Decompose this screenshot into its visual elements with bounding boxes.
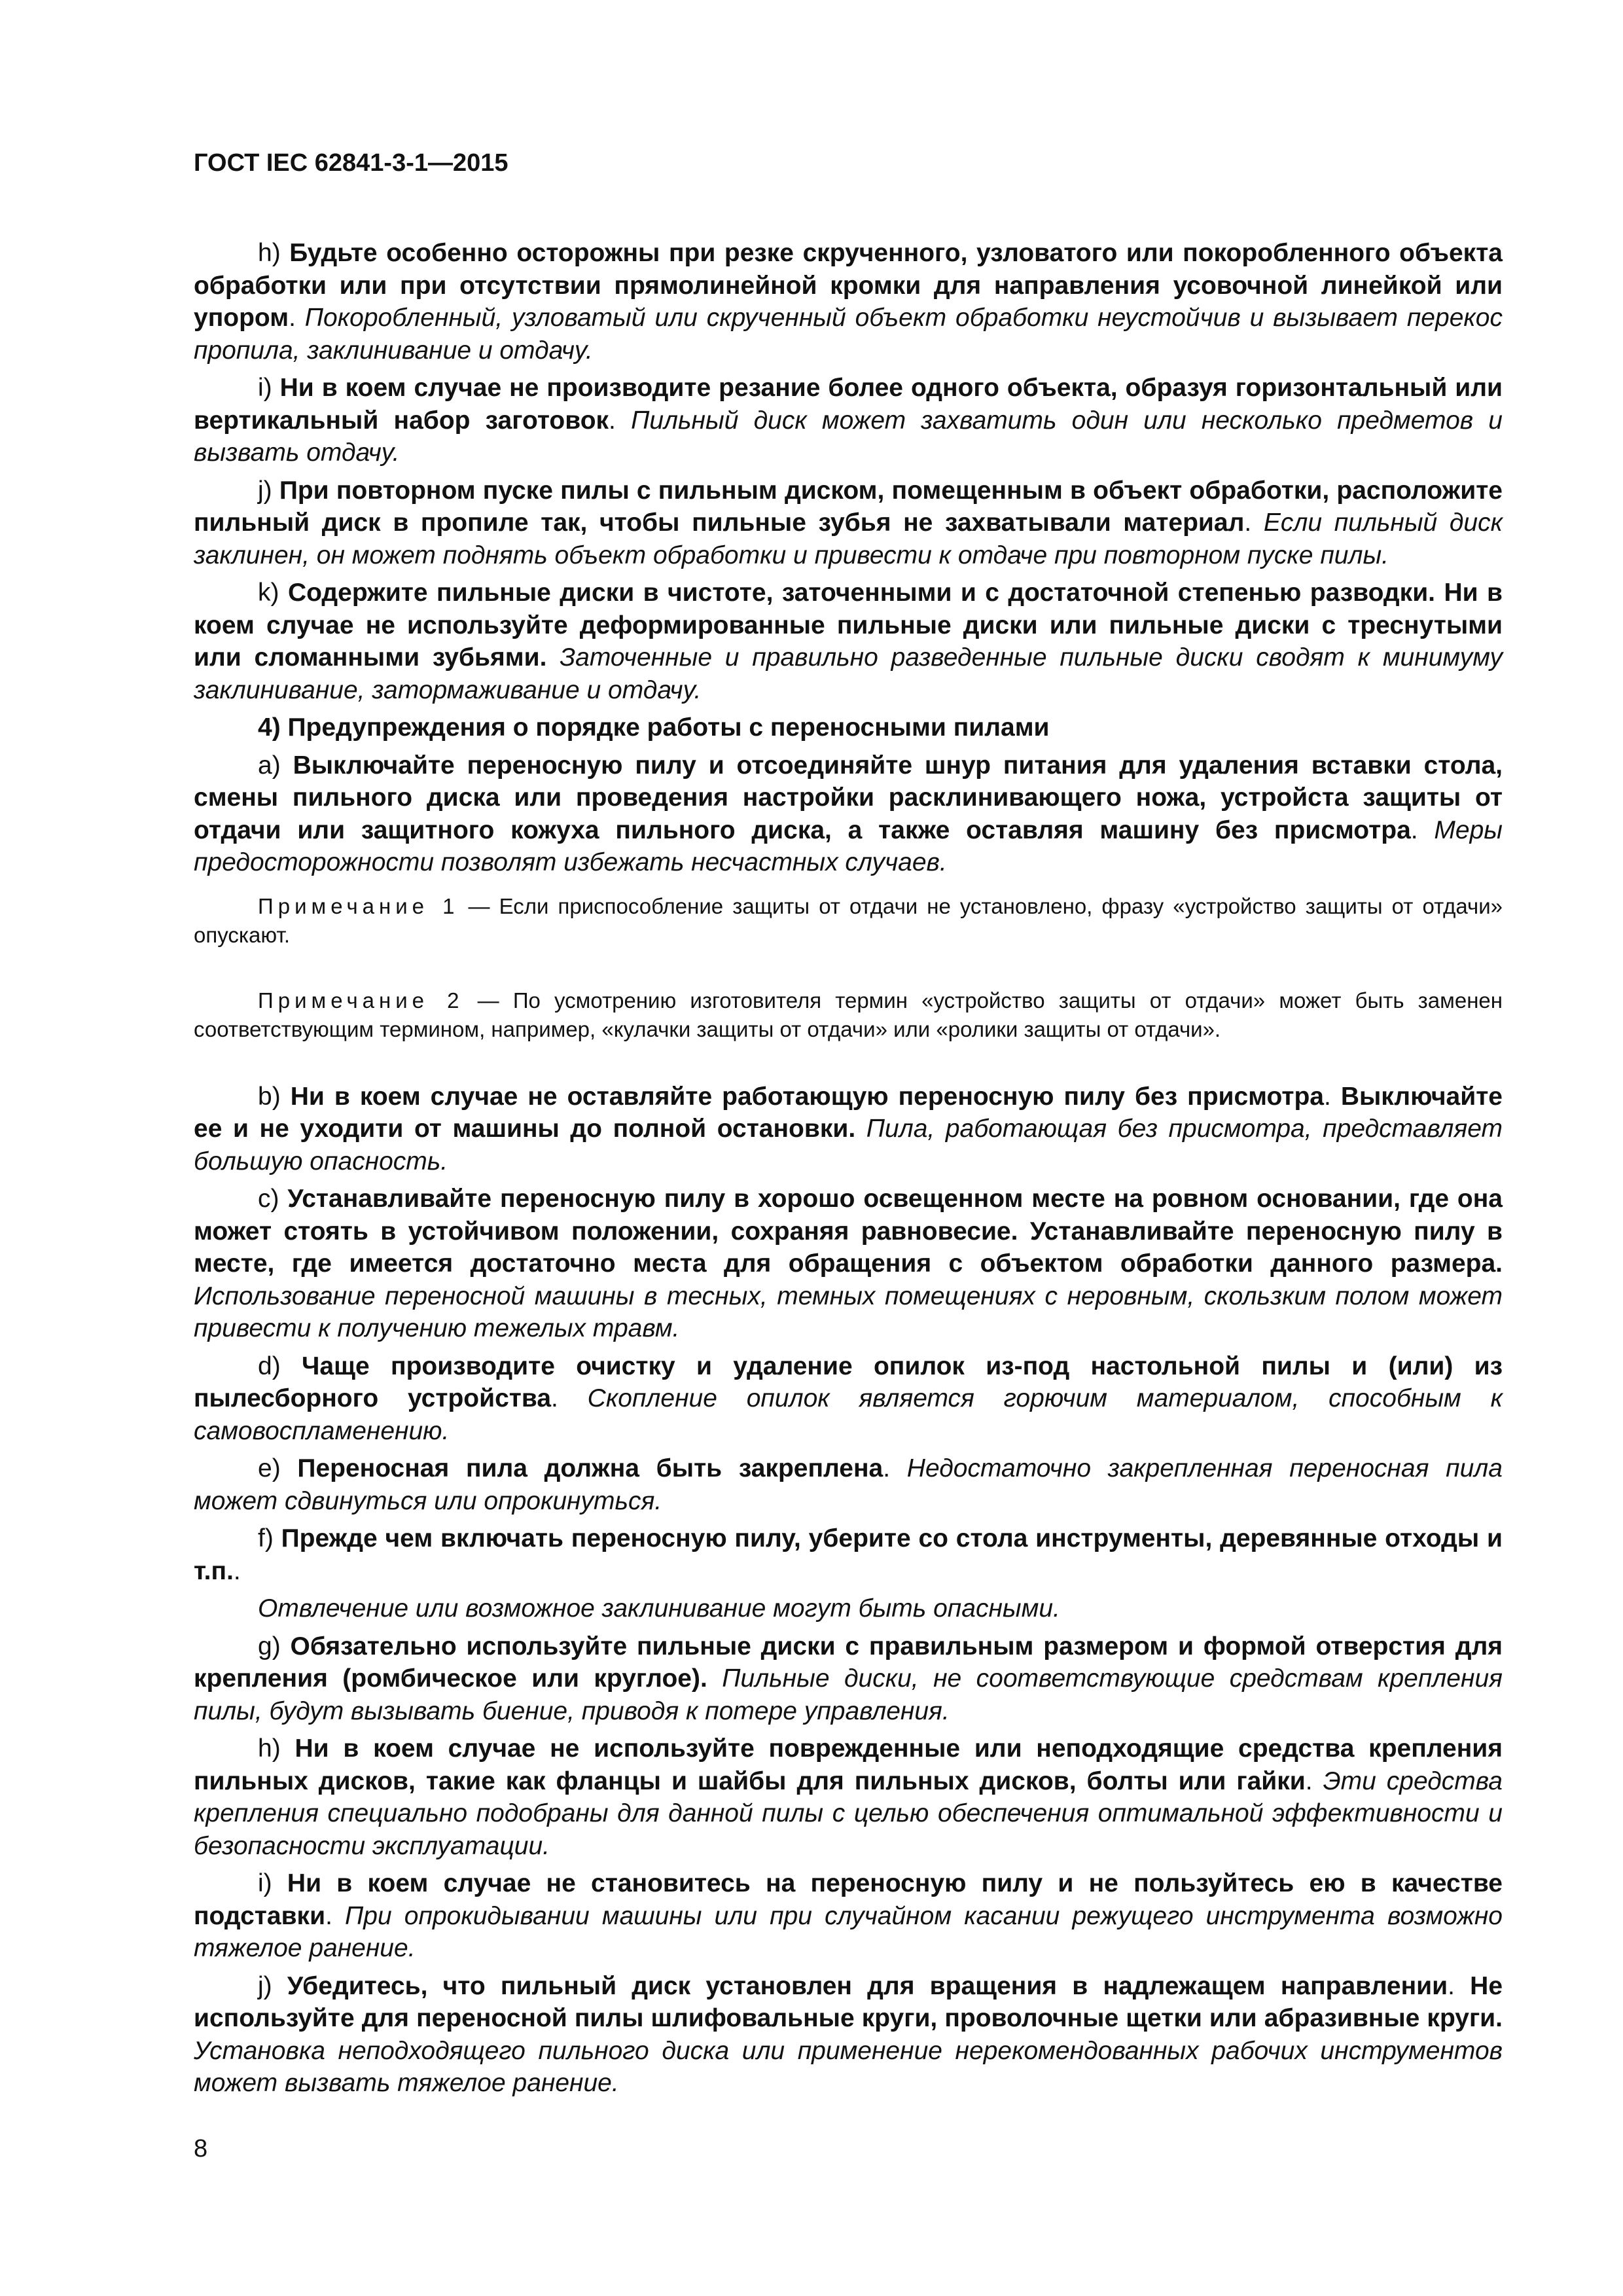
note-2 — [194, 986, 1503, 1044]
paragraph-f-followup — [194, 1592, 1503, 1625]
item-marker: b) — [258, 1082, 281, 1111]
item-marker: i) — [258, 374, 272, 402]
bold-instruction: Переносная пила должна быть закреплена — [297, 1454, 883, 1482]
paragraph-item: h) Будьте особенно осторожны при резке скрученного, узловатого или покоробленного объекта обработки или при отсутствии прямолинейной кромки для направления усовочной линейкой или упором. Покоробленный, узловатый или скрученный объект обработки неустойчив и вызывает перекос пропила, заклинивание и отдачу. — [194, 239, 1503, 365]
paragraph-item: j) При повторном пуске пилы с пильным диском, помещенным в объект обработки, расположите пильный диск в пропиле так, чтобы пильные зубья не захватывали материал. Если пильный диск заклинен, он может поднять объект обработки и привести к отдаче при повторном пуске пилы. — [194, 476, 1503, 569]
item-marker: h) — [258, 1734, 281, 1763]
italic-explanation: Отвлечение или возможное заклинивание могут быть опасными. — [258, 1594, 1060, 1623]
italic-explanation: При опрокидывании машины или при случайном касании режущего инструмента возможно тяжелое ранение. — [194, 1901, 1503, 1962]
bold-instruction: Прежде чем включать переносную пилу, уберите со стола инструменты, деревянные отходы и т.п. — [194, 1524, 1503, 1585]
italic-explanation: Скопление опилок является горючим материалом, способным к самовоспламенению. — [194, 1384, 1503, 1445]
item-marker: f) — [258, 1524, 274, 1552]
note-text: — Если приспособление защиты от отдачи не установлено, фразу «устройство защиты от отдачи» опускают. — [194, 893, 1503, 947]
italic-explanation: Если пильный диск заклинен, он может поднять объект обработки и привести к отдаче при повторном пуске пилы. — [194, 509, 1503, 569]
paragraph-item: i) Ни в коем случае не производите резание более одного объекта, образуя горизонтальный или вертикальный набор заготовок. Пильный диск может захватить один или несколько предметов и вызвать отдачу. — [194, 374, 1503, 467]
bold-instruction: Убедитесь, что пильный диск установлен для вращения в надлежащем направлении — [287, 1971, 1448, 2000]
italic-explanation: Пильный диск может захватить один или несколько предметов и вызвать отдачу. — [194, 406, 1503, 467]
paragraph-item — [194, 1630, 1503, 1728]
item-marker: j) — [258, 476, 272, 505]
item-marker: e) — [258, 1454, 281, 1482]
italic-explanation: Эти средства крепления специально подобраны для данной пилы с целью обеспечения оптимальной эффективности и безопасности эксплуатации. — [194, 1767, 1503, 1860]
page-number: 8 — [194, 2135, 208, 2162]
bold-instruction: Содержите пильные диски в чистоте, заточенными и с достаточной степенью разводки. Ни в коем случае не используйте деформированные пильные диски или пильные диски с треснутыми или сломанными зубьями. — [194, 579, 1503, 672]
paragraph-item: f) Прежде чем включать переносную пилу, уберите со стола инструменты, деревянные отходы и т.п.. — [194, 1524, 1503, 1585]
bold-instruction: Выключайте переносную пилу и отсоединяйте шнур питания для удаления вставки стола, смены пильного диска или проведения настройки расклинивающего ножа, устройста защиты от отдачи или защитного кожуха пильного диска, а также оставляя машину без присмотра — [194, 751, 1503, 844]
note-1 — [194, 892, 1503, 950]
italic-explanation: Установка неподходящего пильного диска или применение нерекомендованных рабочих инструментов может вызвать тяжелое ранение. — [194, 2036, 1503, 2097]
paragraph-item: i) Ни в коем случае не становитесь на переносную пилу и не пользуйтесь ею в качестве подставки. При опрокидывании машины или при случайном касании режущего инструмента возможно тяжелое ранение. — [194, 1869, 1503, 1962]
paragraph-item: j) Убедитесь, что пильный диск установлен для вращения в надлежащем направлении. Не используйте для переносной пилы шлифовальные круги, проволочные щетки или абразивные круги. Установка неподходящего пильного диска или применение нерекомендованных рабочих инструментов может вызвать тяжелое ранение. — [194, 1971, 1503, 2097]
paragraph-group-b — [194, 1081, 1503, 1588]
bold-instruction: Ни в коем случае не становитесь на переносную пилу и не пользуйтесь ею в качестве подставки — [194, 1869, 1503, 1930]
bold-instruction: Чаще производите очистку и удаление опилок из-под настольной пилы и (или) из пылесборного устройства — [194, 1352, 1503, 1412]
bold-instruction: Не используйте для переносной пилы шлифовальные круги, проволочные щетки или абразивные круги. — [194, 1971, 1503, 2032]
paragraph-item-a: a) Выключайте переносную пилу и отсоединяйте шнур питания для удаления вставки стола, смены пильного диска или проведения настройки расклинивающего ножа, устройста защиты от отдачи или защитного кожуха пильного диска, а также оставляя машину без присмотра. Меры предосторожности позволят избежать несчастных случаев. — [194, 751, 1503, 876]
bold-instruction: Будьте особенно осторожны при резке скрученного, узловатого или покоробленного объекта обработки или при отсутствии прямолинейной кромки для направления усовочной линейкой или упором — [194, 239, 1503, 332]
item-marker: k) — [258, 579, 279, 607]
bold-instruction: Обязательно используйте пильные диски с правильным размером и формой отверстия для крепления (ромбическое или круглое). — [194, 1632, 1503, 1693]
note-label: Примечание 2 — [258, 988, 464, 1013]
paragraph-item: e) Переносная пила должна быть закреплена. Недостаточно закрепленная переносная пила может сдвинуться или опрокинуться. — [194, 1454, 1503, 1515]
bold-instruction: При повторном пуске пилы с пильным диском, помещенным в объект обработки, расположите пильный диск в пропиле так, чтобы пильные зубья не захватывали материал — [194, 476, 1503, 537]
italic-explanation: Меры предосторожности позволят избежать несчастных случаев. — [194, 816, 1503, 876]
paragraph-item: h) Ни в коем случае не используйте поврежденные или неподходящие средства крепления пильных дисков, такие как фланцы и шайбы для пильных дисков, болты или гайки. Эти средства крепления специально подобраны для данной пилы с целью обеспечения оптимальной эффективности и безопасности эксплуатации. — [194, 1734, 1503, 1860]
section-heading: 4) Предупреждения о порядке работы с переносными пилами — [258, 713, 1050, 742]
document-header: ГОСТ IEC 62841-3-1—2015 — [194, 149, 508, 177]
bold-instruction: Устанавливайте переносную пилу в хорошо освещенном месте на ровном основании, где она может стоять в устойчивом положении, сохраняя равновесие. Устанавливайте переносную пилу в месте, где имеется достаточно места для обращения с объектом обработки данного размера. — [194, 1185, 1503, 1278]
item-marker: g) — [258, 1632, 281, 1660]
italic-explanation: Покоробленный, узловатый или скрученный объект обработки неустойчив и вызывает перекос пропила, заклинивание и отдачу. — [194, 304, 1503, 365]
item-marker: j) — [258, 1971, 272, 2000]
notes-block — [194, 892, 1503, 1044]
bold-instruction: Ни в коем случае не производите резание более одного объекта, образуя горизонтальный или вертикальный набор заготовок — [194, 374, 1503, 435]
item-marker: a) — [258, 751, 281, 780]
document-body — [194, 237, 1503, 2100]
paragraph-item: d) Чаще производите очистку и удаление опилок из-под настольной пилы и (или) из пылесборного устройства. Скопление опилок является горючим материалом, способным к самовоспламенению. — [194, 1352, 1503, 1445]
italic-explanation: Заточенные и правильно разведенные пильные диски сводят к минимуму заклинивание, затормаживание и отдачу. — [194, 643, 1503, 704]
italic-explanation: Недостаточно закрепленная переносная пила может сдвинуться или опрокинуться. — [194, 1454, 1503, 1515]
paragraph-item: b) Ни в коем случае не оставляйте работающую переносную пилу без присмотра. Выключайте ее и не уходити от машины до полной остановки. Пила, работающая без присмотра, представляет большую опасность. — [194, 1082, 1503, 1175]
italic-explanation: Пильные диски, не соответствующие средствам крепления пилы, будут вызывать биение, приводя к потере управления. — [194, 1664, 1503, 1725]
italic-explanation: Использование переносной машины в тесных, темных помещениях с неровным, скользким полом может привести к получению тежелых травм. — [194, 1282, 1503, 1342]
note-text: — По усмотрению изготовителя термин «устройство защиты от отдачи» может быть заменен соответствующим термином, например, «кулачки защиты от отдачи» или «ролики защиты от отдачи». — [194, 988, 1503, 1041]
item-marker: c) — [258, 1185, 279, 1213]
paragraph-item — [194, 1183, 1503, 1345]
paragraph-group-a — [194, 237, 1503, 706]
paragraph-item — [194, 577, 1503, 706]
paragraph-group-c — [194, 1630, 1503, 2100]
bold-instruction: Ни в коем случае не используйте поврежденные или неподходящие средства крепления пильных дисков, такие как фланцы и шайбы для пильных дисков, болты или гайки — [194, 1734, 1503, 1795]
bold-instruction: Ни в коем случае не оставляйте работающую переносную пилу без присмотра — [290, 1082, 1324, 1111]
note-label: Примечание 1 — [258, 893, 459, 918]
item-marker: h) — [258, 239, 281, 267]
bold-instruction: Выключайте ее и не уходити от машины до полной остановки. — [194, 1082, 1503, 1143]
italic-explanation: Пила, работающая без присмотра, представляет большую опасность. — [194, 1115, 1503, 1175]
item-marker: i) — [258, 1869, 272, 1897]
item-marker: d) — [258, 1352, 281, 1380]
